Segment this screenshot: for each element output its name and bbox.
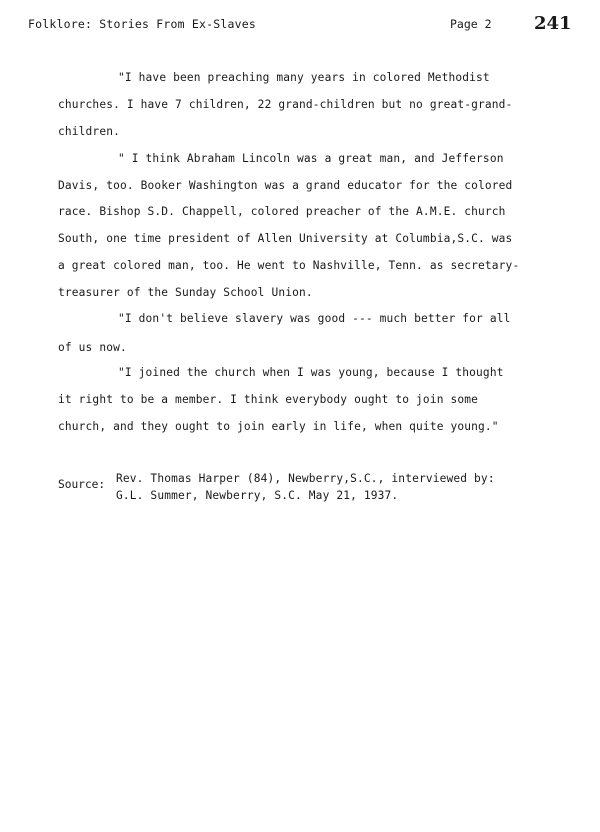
body-line-3: children. bbox=[58, 125, 120, 138]
body-line-7: South, one time president of Allen University at Columbia,S.C. was bbox=[58, 232, 513, 245]
body-line-4: " I think Abraham Lincoln was a great man, and Jefferson bbox=[118, 152, 504, 165]
body-line-9: treasurer of the Sunday School Union. bbox=[58, 286, 313, 299]
body-line-5: Davis, too. Booker Washington was a grand educator for the colored bbox=[58, 179, 513, 192]
body-line-12: "I joined the church when I was young, because I thought bbox=[118, 366, 504, 379]
page-number: 241 bbox=[534, 13, 572, 34]
body-line-13: it right to be a member. I think everybody ought to join some bbox=[58, 393, 479, 406]
running-header-title: Folklore: Stories From Ex-Slaves bbox=[28, 17, 256, 31]
page-label: Page 2 bbox=[450, 17, 492, 31]
body-line-11: of us now. bbox=[58, 341, 127, 354]
body-line-1: "I have been preaching many years in colored Methodist bbox=[118, 71, 490, 84]
source-line-2: G.L. Summer, Newberry, S.C. May 21, 1937. bbox=[116, 489, 399, 502]
body-line-10: "I don't believe slavery was good --- much better for all bbox=[118, 312, 511, 325]
source-label: Source: bbox=[58, 478, 106, 491]
source-line-1: Rev. Thomas Harper (84), Newberry,S.C., interviewed by: bbox=[116, 472, 495, 485]
body-line-6: race. Bishop S.D. Chappell, colored preacher of the A.M.E. church bbox=[58, 205, 506, 218]
body-line-14: church, and they ought to join early in life, when quite young." bbox=[58, 420, 499, 433]
body-line-8: a great colored man, too. He went to Nashville, Tenn. as secretary- bbox=[58, 259, 520, 272]
body-line-2: churches. I have 7 children, 22 grand-children but no great-grand- bbox=[58, 98, 513, 111]
